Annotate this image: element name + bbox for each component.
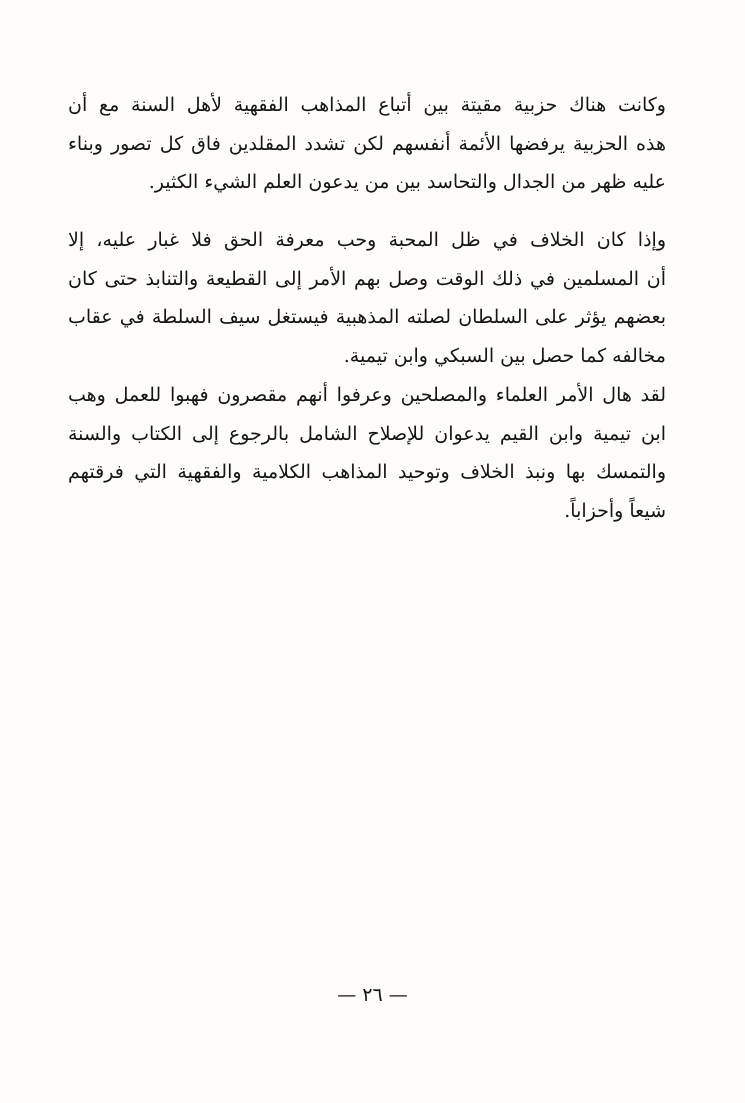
paragraph-2-line-3: بعضهم يؤثر على السلطان لصلته المذهبية فيستغل سيف السلطة في عقاب xyxy=(68,306,666,328)
paragraph-2 xyxy=(68,221,666,375)
paragraph-3 xyxy=(68,376,666,530)
page-number: — ٢٦ — xyxy=(337,984,408,1006)
paragraph-1-line-3: عليه ظهر من الجدال والتحاسد بين من يدعون العلم الشيء الكثير. xyxy=(148,171,666,193)
paragraph-3-line-3: والتمسك بها ونبذ الخلاف وتوحيد المذاهب الكلامية والفقهية التي فرقتهم xyxy=(68,461,666,483)
paragraph-1-line-1: وكانت هناك حزبية مقيتة بين أتباع المذاهب الفقهية لأهل السنة مع أن xyxy=(68,94,666,116)
paragraph-2-line-1: وإذا كان الخلاف في ظل المحبة وحب معرفة الحق فلا غبار عليه، إلا xyxy=(68,229,666,251)
paragraph-3-line-1: لقد هال الأمر العلماء والمصلحين وعرفوا أنهم مقصرون فهبوا للعمل وهب xyxy=(68,384,666,406)
paragraph-3-line-2: ابن تيمية وابن القيم يدعوان للإصلاح الشامل بالرجوع إلى الكتاب والسنة xyxy=(68,422,666,445)
paragraph-1 xyxy=(68,86,666,202)
paragraph-1-line-2: هذه الحزبية يرفضها الأئمة أنفسهم لكن تشدد المقلدين فاق كل تصور وبناء xyxy=(68,132,666,155)
paragraph-2-line-4: مخالفه كما حصل بين السبكي وابن تيمية. xyxy=(343,344,666,367)
paragraph-3-line-4: شيعاً وأحزاباً. xyxy=(564,499,666,522)
paragraph-2-line-2: أن المسلمين في ذلك الوقت وصل بهم الأمر إلى القطيعة والتنابذ حتى كان xyxy=(68,267,666,290)
